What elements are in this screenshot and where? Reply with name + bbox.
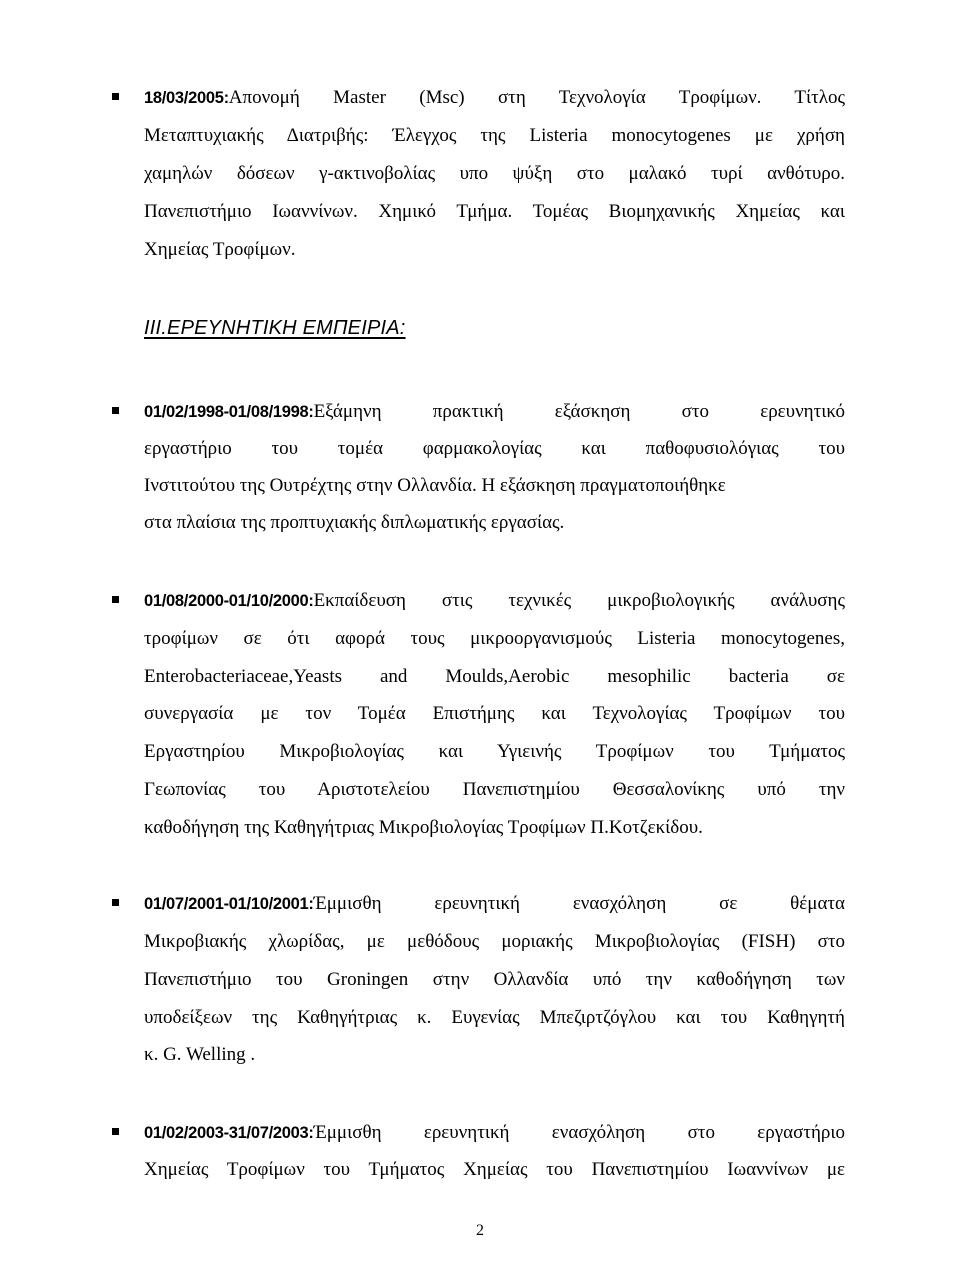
entry-line	[144, 83, 845, 113]
bullet-marker	[112, 596, 119, 603]
entry-line: εργαστήριο του τομέα φαρμακολογίας και παθοφυσιολόγιας του	[144, 438, 845, 459]
entry-line: Ινστιτούτου της Ουτρέχτης στην Ολλανδία. Η εξάσκηση πραγματοποιήθηκε	[144, 475, 726, 496]
entry-line: Πανεπιστήμιο Ιωαννίνων. Χημικό Τμήμα. Τομέας Βιομηχανικής Χημείας και	[144, 201, 845, 222]
entry-text: Εκπαίδευση στις τεχνικές μικροβιολογικής ανάλυσης	[313, 590, 845, 611]
entry-line	[144, 1118, 845, 1148]
entry-line: Εργαστηρίου Μικροβιολογίας και Υγιεινής Τροφίμων του Τμήματος	[144, 741, 845, 762]
entry-line: καθοδήγηση της Καθηγήτριας Μικροβιολογίας Τροφίμων Π.Κοτζεκίδου.	[144, 817, 703, 838]
entry-line: κ. G. Welling .	[144, 1044, 256, 1065]
entry-line	[144, 889, 845, 919]
entry-line: στα πλαίσια της προπτυχιακής διπλωματικής εργασίας.	[144, 512, 565, 533]
entry-microbiology-training	[144, 586, 845, 846]
entry-line	[144, 397, 845, 427]
page-number: 2	[476, 1222, 484, 1239]
entry-master-degree	[144, 83, 845, 260]
entry-line: Πανεπιστήμιο του Groningen στην Ολλανδία υπό την καθοδήγηση των	[144, 969, 845, 990]
entry-line: Enterobacteriaceae,Yeasts and Moulds,Aerobic mesophilic bacteria σε	[144, 666, 845, 687]
entry-text: Απονομή Master (Msc) στη Τεχνολογία Τροφίμων. Τίτλος	[228, 87, 845, 108]
entry-line: Μεταπτυχιακής Διατριβής: Έλεγχος της Listeria monocytogenes με χρήση	[144, 125, 845, 146]
entry-date: 01/02/2003-31/07/2003:	[144, 1124, 314, 1142]
section-heading: III.ΕΡΕΥΝΗΤΙΚΗ ΕΜΠΕΙΡΙΑ:	[144, 317, 406, 339]
entry-line: Χημείας Τροφίμων.	[144, 239, 296, 260]
entry-line: τροφίμων σε ότι αφορά τους μικροοργανισμούς Listeria monocytogenes,	[144, 628, 845, 649]
bullet-marker	[112, 93, 119, 100]
entry-text: Έμμισθη ερευνητική ενασχόληση σε θέματα	[313, 893, 845, 914]
entry-paid-research-groningen	[144, 889, 845, 1069]
entry-line: Μικροβιακής χλωρίδας, με μεθόδους μοριακής Μικροβιολογίας (FISH) στο	[144, 931, 845, 952]
entry-text: Εξάμηνη πρακτική εξάσκηση στο ερευνητικό	[313, 401, 845, 422]
entry-paid-research-ioannina	[144, 1118, 845, 1188]
entry-date: 01/02/1998-01/08/1998:	[144, 403, 314, 421]
entry-text: Έμμισθη ερευνητική ενασχόληση στο εργαστήριο	[313, 1122, 845, 1143]
entry-line: Γεωπονίας του Αριστοτελείου Πανεπιστημίου Θεσσαλονίκης υπό την	[144, 779, 845, 800]
entry-line	[144, 586, 845, 616]
bullet-marker	[112, 899, 119, 906]
bullet-marker	[112, 1128, 119, 1135]
entry-date: 18/03/2005:	[144, 89, 229, 107]
entry-line: χαμηλών δόσεων γ-ακτινοβολίας υπο ψύξη στο μαλακό τυρί ανθότυρο.	[144, 163, 845, 184]
entry-line: συνεργασία με τον Τομέα Επιστήμης και Τεχνολογίας Τροφίμων του	[144, 703, 845, 724]
entry-date: 01/07/2001-01/10/2001:	[144, 895, 314, 913]
entry-line: υποδείξεων της Καθηγήτριας κ. Ευγενίας Μπεζιρτζόγλου και του Καθηγητή	[144, 1007, 845, 1028]
entry-line: Χημείας Τροφίμων του Τμήματος Χημείας του Πανεπιστημίου Ιωαννίνων με	[144, 1159, 845, 1180]
entry-date: 01/08/2000-01/10/2000:	[144, 592, 314, 610]
entry-practical-training	[144, 397, 845, 533]
bullet-marker	[112, 407, 119, 414]
